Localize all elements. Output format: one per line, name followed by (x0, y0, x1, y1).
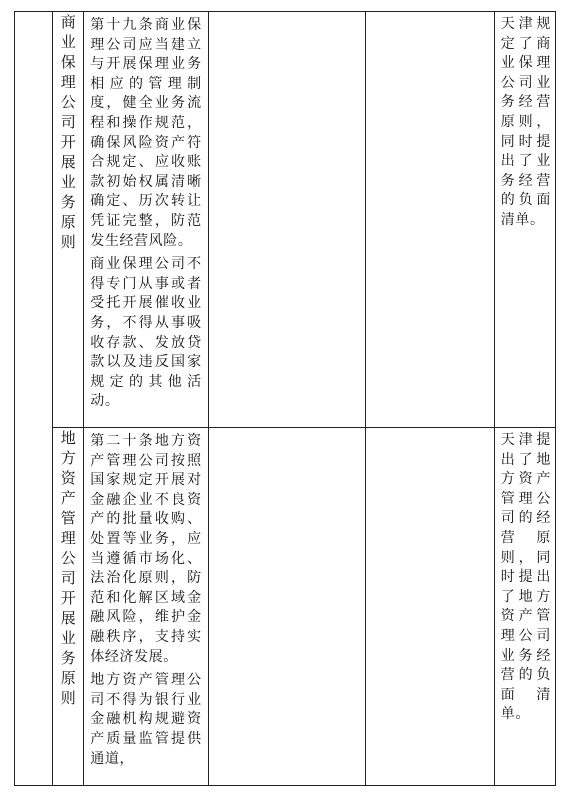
article-cell (84, 428, 208, 786)
table-row (15, 428, 556, 786)
row-category: 商业保理公司开展业务原则 (60, 13, 76, 251)
regulation-comparison-table (14, 11, 556, 786)
merged-left-cell (15, 12, 53, 786)
row-category-cell (53, 428, 84, 786)
row-category: 地方资产管理公司开展业务原则 (60, 429, 76, 707)
note-cell (494, 12, 555, 428)
article-paragraph: 第十九条商业保理公司应当建立与开展保理业务相应的管理制度，健全业务流程和操作规范，确保风险资产符合规定、应收账款初始权属清晰确定、历次转让凭证完整，防范发生经营风险。 (90, 17, 202, 249)
table-row (15, 12, 556, 428)
article-cell (84, 12, 208, 428)
row-category-cell (53, 12, 84, 428)
empty-cell (208, 12, 366, 428)
note-text: 天津提出了地方资产管理公司的经营原则，同时提出了地方资产管理公司业务经营的负面清单。 (500, 432, 551, 723)
article-paragraph: 第二十条地方资产管理公司按照国家规定开展对金融企业不良资产的批量收购、处置等业务，应当遵循市场化、法治化原则，防范和化解区域金融风险，维护金融秩序，支持实体经济发展。 (90, 433, 202, 665)
article-paragraph: 地方资产管理公司不得为银行业金融机构规避资产质量监管提供通道， (90, 672, 202, 767)
note-cell (494, 428, 555, 786)
article-paragraph: 商业保理公司不得专门从事或者受托开展催收业务，不得从事吸收存款、发放贷款以及违反国家规定的其他活动。 (90, 256, 202, 410)
note-text: 天津规定了商业保理公司业务经营原则，同时提出了业务经营的负面清单。 (500, 16, 551, 228)
empty-cell (366, 12, 494, 428)
empty-cell (366, 428, 494, 786)
empty-cell (208, 428, 366, 786)
